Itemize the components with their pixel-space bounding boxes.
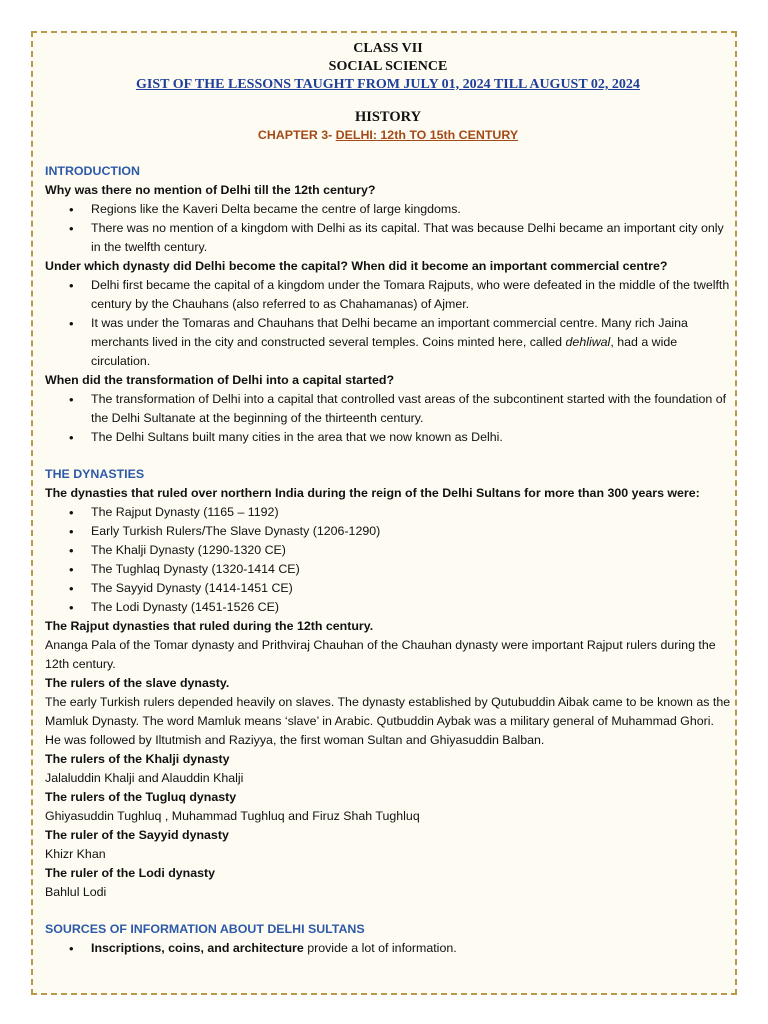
- rajput-heading: The Rajput dynasties that ruled during the 12th century.: [45, 619, 374, 633]
- sources-rest: provide a lot of information.: [303, 941, 457, 955]
- document-body: [45, 40, 731, 958]
- subject-title: SOCIAL SCIENCE: [328, 59, 448, 74]
- khalji-text: Jalaluddin Khalji and Alauddin Khalji: [45, 771, 244, 785]
- list-item: • The Khalji Dynasty (1290-1320 CE): [45, 541, 731, 560]
- question-2: Under which dynasty did Delhi become the capital? When did it become an important commercial centre?: [45, 259, 668, 273]
- class-title: CLASS VII: [353, 41, 423, 56]
- list-item: [45, 939, 731, 958]
- chapter-title: DELHI: 12th TO 15th CENTURY: [335, 128, 519, 142]
- question-3-points: [45, 390, 731, 447]
- list-item: • The Rajput Dynasty (1165 – 1192): [45, 503, 731, 522]
- sayyid-heading: The ruler of the Sayyid dynasty: [45, 828, 229, 842]
- list-item: • There was no mention of a kingdom with Delhi as its capital. That was because Delhi became an important city only in the twelfth century.: [45, 219, 731, 257]
- sources-bold: Inscriptions, coins, and architecture: [91, 941, 304, 955]
- gist-title: GIST OF THE LESSONS TAUGHT FROM JULY 01, 2024 TILL AUGUST 02, 2024: [136, 77, 640, 92]
- question-3: When did the transformation of Delhi into a capital started?: [45, 373, 395, 387]
- sayyid-text: Khizr Khan: [45, 847, 106, 861]
- slave-heading: The rulers of the slave dynasty.: [45, 676, 230, 690]
- question-1-points: [45, 200, 731, 257]
- question-1: Why was there no mention of Delhi till the 12th century?: [45, 183, 376, 197]
- list-item: • Regions like the Kaveri Delta became the centre of large kingdoms.: [45, 200, 731, 219]
- list-item: • Early Turkish Rulers/The Slave Dynasty (1206-1290): [45, 522, 731, 541]
- list-item: • The Delhi Sultans built many cities in the area that we now known as Delhi.: [45, 428, 731, 447]
- history-heading: HISTORY: [354, 109, 422, 125]
- list-item-text: It was under the Tomaras and Chauhans that Delhi became an important commercial centre. Many rich Jaina merchants lived in the city and constructed several temples. Coins minted here, called: [91, 316, 688, 349]
- question-2-points: [45, 276, 731, 371]
- introduction-heading: INTRODUCTION: [45, 164, 140, 178]
- tugluq-heading: The rulers of the Tugluq dynasty: [45, 790, 237, 804]
- dynasty-list: [45, 503, 731, 617]
- khalji-heading: The rulers of the Khalji dynasty: [45, 752, 230, 766]
- list-item: • The transformation of Delhi into a capital that controlled vast areas of the subcontinent started with the foundation of the Delhi Sultanate at the beginning of the thirteenth century.: [45, 390, 731, 428]
- sources-points: [45, 939, 731, 958]
- list-item: • Delhi first became the capital of a kingdom under the Tomara Rajputs, who were defeated in the middle of the twelfth century by the Chauhans (also referred to as Chahamanas) of Ajmer.: [45, 276, 731, 314]
- sources-heading: SOURCES OF INFORMATION ABOUT DELHI SULTANS: [45, 922, 365, 936]
- chapter-prefix: CHAPTER 3-: [257, 128, 336, 142]
- rajput-text: Ananga Pala of the Tomar dynasty and Prithviraj Chauhan of the Chauhan dynasty were important Rajput rulers during the 12th century.: [45, 638, 716, 671]
- tugluq-text: Ghiyasuddin Tughluq , Muhammad Tughluq and Firuz Shah Tughluq: [45, 809, 420, 823]
- lodi-heading: The ruler of the Lodi dynasty: [45, 866, 216, 880]
- list-item: • The Sayyid Dynasty (1414-1451 CE): [45, 579, 731, 598]
- list-item: • The Tughlaq Dynasty (1320-1414 CE): [45, 560, 731, 579]
- italic-term: dehliwal: [565, 335, 611, 349]
- dynasties-heading: THE DYNASTIES: [45, 467, 145, 481]
- slave-text: The early Turkish rulers depended heavily on slaves. The dynasty established by Qutubuddin Aibak came to be known as the Mamluk Dynasty. The word Mamluk means ‘slave’ in Arabic. Qutbuddin Aybak was a military general of Muhammad Ghori. He was followed by Iltutmish and Raziyya, the first woman Sultan and Ghiyasuddin Balban.: [45, 695, 731, 747]
- list-item: [45, 314, 731, 371]
- list-item-tail: , had a wide circulation.: [91, 335, 678, 368]
- chapter-heading: [45, 126, 731, 144]
- dynasties-intro: The dynasties that ruled over northern India during the reign of the Delhi Sultans for more than 300 years were:: [45, 486, 700, 500]
- lodi-text: Bahlul Lodi: [45, 885, 107, 899]
- list-item: • The Lodi Dynasty (1451-1526 CE): [45, 598, 731, 617]
